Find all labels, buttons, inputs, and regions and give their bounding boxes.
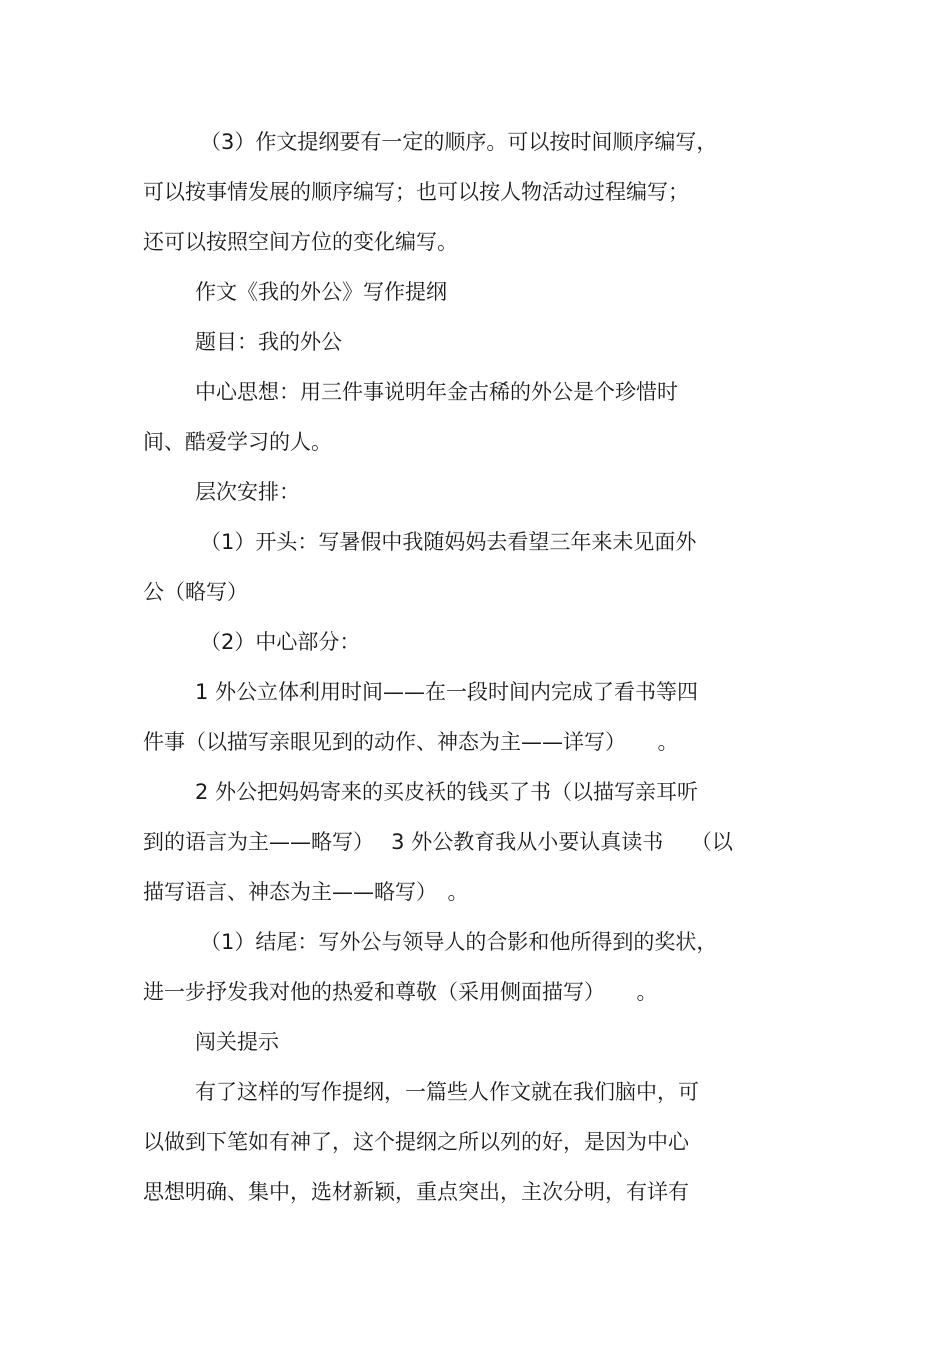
text-line: 还可以按照空间方位的变化编写。 bbox=[143, 230, 458, 254]
text-line: 2 外公把妈妈寄来的买皮袄的钱买了书（以描写亲耳听 bbox=[195, 780, 699, 804]
text-line: （1）开头：写暑假中我随妈妈去看望三年来未见面外 bbox=[200, 530, 697, 554]
text-line: 中心思想：用三件事说明年金古稀的外公是个珍惜时 bbox=[195, 380, 678, 404]
text-line: 1 外公立体利用时间——在一段时间内完成了看书等四 bbox=[195, 680, 699, 704]
section-heading: 闯关提示 bbox=[195, 1030, 279, 1054]
text-line: 层次安排： bbox=[195, 480, 300, 504]
text-line: 到的语言为主——略写） 3 外公教育我从小要认真读书 （以 bbox=[143, 830, 733, 854]
text-line: 有了这样的写作提纲，一篇些人作文就在我们脑中，可 bbox=[195, 1080, 699, 1104]
text-line: 以做到下笔如有神了，这个提纲之所以列的好，是因为中心 bbox=[143, 1130, 689, 1154]
text-line: 题目：我的外公 bbox=[195, 330, 342, 354]
text-line: 描写语言、神态为主——略写） 。 bbox=[143, 880, 469, 904]
text-line: （2）中心部分： bbox=[200, 630, 361, 654]
text-line: 思想明确、集中，选材新颖，重点突出，主次分明，有详有 bbox=[143, 1180, 689, 1204]
text-line: （3）作文提纲要有一定的顺序。可以按时间顺序编写， bbox=[200, 130, 718, 154]
text-line: 公（略写） bbox=[143, 580, 248, 604]
text-line: 件事（以描写亲眼见到的动作、神态为主——详写） 。 bbox=[143, 730, 679, 754]
text-line: 间、酷爱学习的人。 bbox=[143, 430, 332, 454]
text-line: 可以按事情发展的顺序编写；也可以按人物活动过程编写； bbox=[143, 180, 689, 204]
section-heading: 作文《我的外公》写作提纲 bbox=[195, 280, 447, 304]
text-line: （1）结尾：写外公与领导人的合影和他所得到的奖状， bbox=[200, 930, 718, 954]
text-line: 进一步抒发我对他的热爱和尊敬（采用侧面描写） 。 bbox=[143, 980, 658, 1004]
